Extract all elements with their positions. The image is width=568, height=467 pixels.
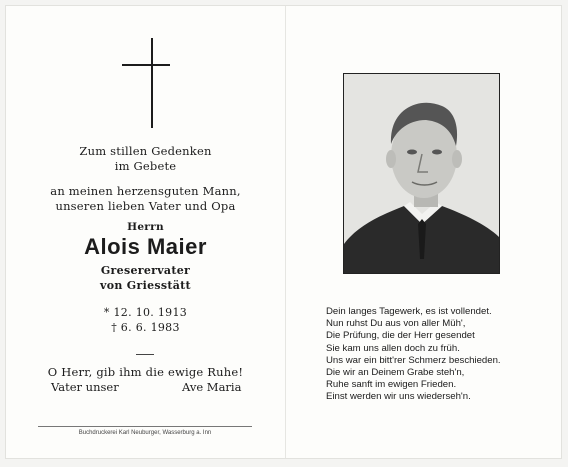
- poem-line: Die wir an Deinem Grabe steh'n,: [326, 367, 465, 379]
- left-panel: [6, 6, 285, 458]
- poem-line: Dein langes Tagewerk, es ist vollendet.: [326, 306, 492, 317]
- prayer-vater-unser: Vater unser: [51, 380, 119, 394]
- prayer-text: O Herr, gib ihm die ewige Ruhe!: [47, 365, 244, 379]
- dedication-line-2: unseren lieben Vater und Opa: [55, 199, 236, 213]
- poem-line: Einst werden wir uns wiederseh'n.: [326, 391, 471, 403]
- printer-imprint: Buchdruckerei Karl Neuburger, Wasserburg a. Inn: [78, 430, 212, 436]
- dedication-line-1: an meinen herzensguten Mann,: [50, 184, 241, 198]
- poem-line: Die Prüfung, die der Herr gesendet: [326, 330, 475, 342]
- footer-rule: [38, 426, 252, 427]
- intro-line-1: Zum stillen Gedenken: [79, 144, 212, 158]
- poem: [326, 306, 501, 404]
- divider: [136, 354, 154, 355]
- poem-line: Uns war ein bitt'rer Schmerz beschieden.: [326, 354, 501, 366]
- portrait-photo: [343, 73, 500, 274]
- prayer-ave-maria: Ave Maria: [182, 380, 242, 394]
- intro-line-2: im Gebete: [114, 159, 177, 173]
- subtitle-line-1: Greserervater: [100, 264, 191, 277]
- birth-date: * 12. 10. 1913: [103, 306, 188, 319]
- honorific: Herrn: [127, 221, 164, 233]
- portrait-icon: [344, 74, 500, 274]
- subtitle-line-2: von Griesstätt: [100, 279, 191, 292]
- death-date: † 6. 6. 1983: [111, 321, 180, 334]
- right-panel: [286, 6, 561, 458]
- deceased-name: Alois Maier: [84, 234, 207, 259]
- memorial-card: [6, 6, 561, 458]
- poem-line: Sie kam uns allen doch zu früh.: [326, 342, 460, 354]
- poem-line: Nun ruhst Du aus von aller Müh',: [326, 318, 466, 330]
- card-fold: [285, 6, 286, 458]
- poem-line: Ruhe sanft im ewigen Frieden.: [326, 379, 457, 391]
